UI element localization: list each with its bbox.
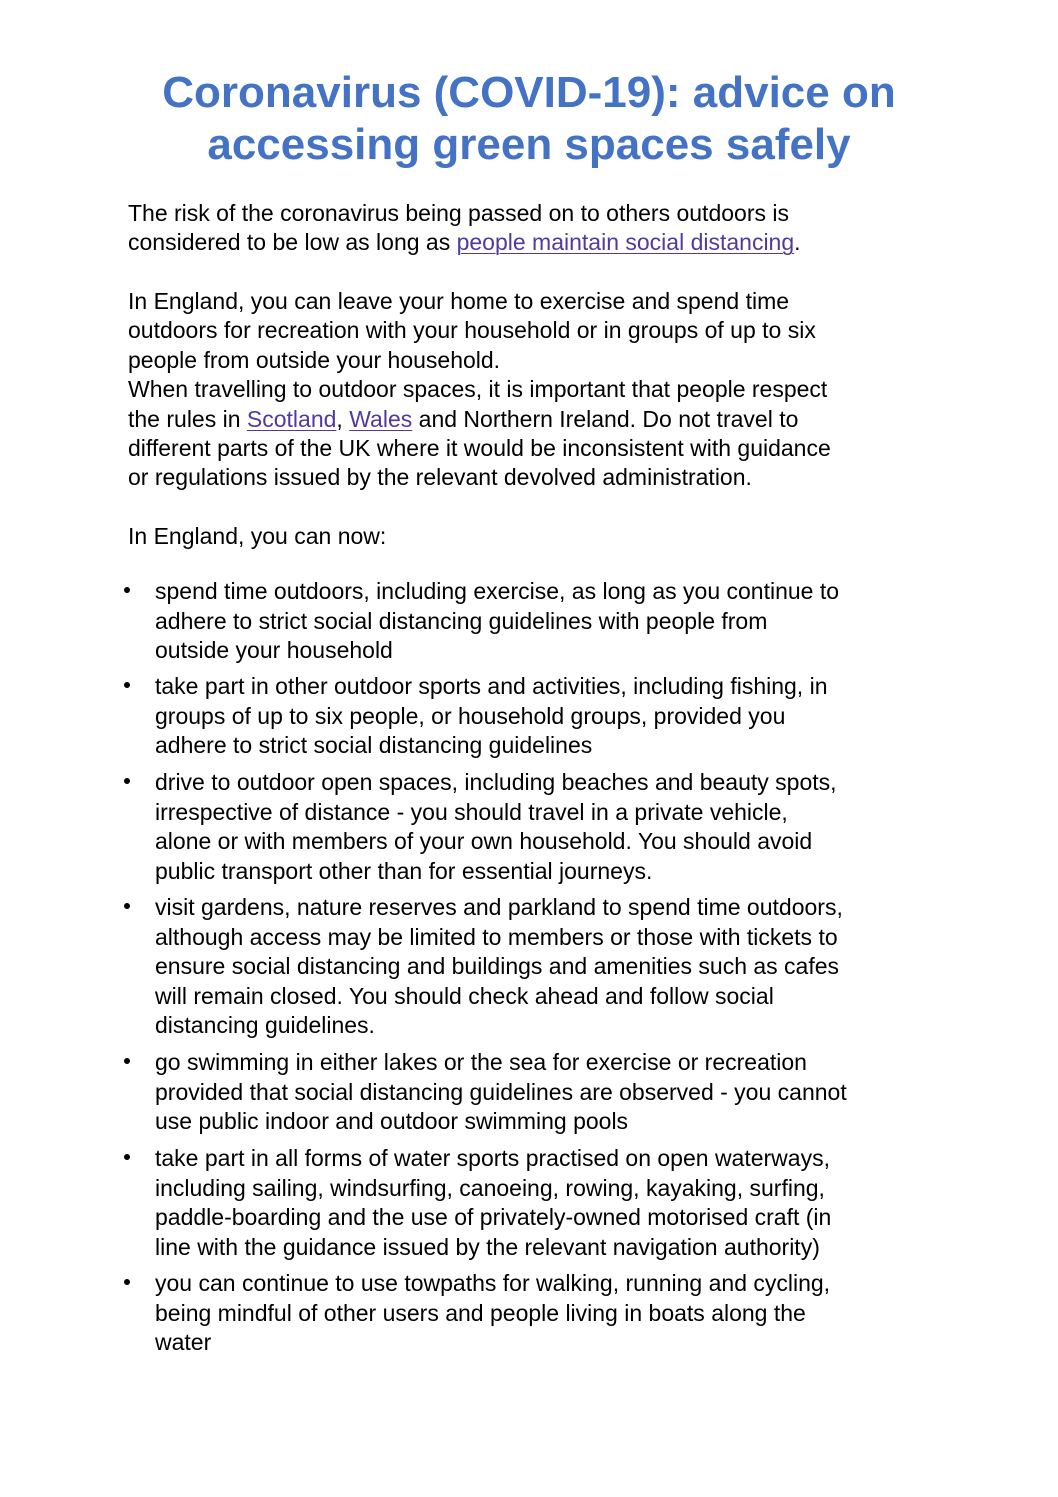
intro-text-end: . <box>794 229 801 256</box>
bullet-dot-icon <box>124 1058 130 1064</box>
list-item <box>155 1269 945 1358</box>
bullet-dot-icon <box>124 903 130 909</box>
list-item <box>155 672 945 761</box>
england-rules-text-end: and Northern Ireland. Do not travel to different parts of the UK where it would be inconsistent with guidance or regulations issued by the relevant devolved administration. <box>128 405 831 491</box>
social-distancing-link[interactable]: people maintain social distancing <box>456 229 795 256</box>
list-item-text: go swimming in either lakes or the sea for exercise or recreation provided that social distancing guidelines are observed - you cannot use public indoor and outdoor swimming pools <box>155 1049 847 1135</box>
england-rules-paragraph <box>128 287 928 493</box>
comma-separator: , <box>336 405 350 432</box>
list-item-text: spend time outdoors, including exercise, as long as you continue to adhere to strict social distancing guidelines with people from outside your household <box>155 578 840 664</box>
bullet-dot-icon <box>124 1154 130 1160</box>
list-item <box>155 1144 945 1262</box>
bullet-dot-icon <box>124 587 130 593</box>
bullet-dot-icon <box>124 778 130 784</box>
list-item-text: visit gardens, nature reserves and parkland to spend time outdoors, although access may be limited to members or those with tickets to ensure social distancing and buildings and amenities such as cafes will remain closed. You should check ahead and follow social distancing guidelines. <box>155 894 843 1039</box>
bullet-dot-icon <box>124 682 130 688</box>
england-rules-text: In England, you can leave your home to exercise and spend time outdoors for recreation with your household or in groups of up to six people from outside your household. When travelling to outdoor spaces, it is important that people respect the rules in <box>128 288 828 432</box>
list-item <box>155 1048 945 1137</box>
list-item <box>155 893 945 1041</box>
intro-paragraph <box>128 199 928 258</box>
scotland-link[interactable]: Scotland <box>246 405 337 432</box>
can-now-heading: In England, you can now: <box>128 523 387 549</box>
list-item-text: drive to outdoor open spaces, including beaches and beauty spots, irrespective of distance - you should travel in a private vehicle, alone or with members of your own household. You should avoid public transport other than for essential journeys. <box>155 769 837 884</box>
list-item <box>155 577 945 666</box>
list-item-text: take part in all forms of water sports practised on open waterways, including sailing, windsurfing, canoeing, rowing, kayaking, surfing, paddle-boarding and the use of privately-owned motorised craft (in line with the guidance issued by the relevant navigation authority) <box>155 1145 832 1260</box>
list-item-text: take part in other outdoor sports and activities, including fishing, in groups of up to six people, or household groups, provided you adhere to strict social distancing guidelines <box>155 673 828 759</box>
list-item-text: you can continue to use towpaths for walking, running and cycling, being mindful of other users and people living in boats along the water <box>155 1270 831 1356</box>
page-title: Coronavirus (COVID-19): advice on accessing green spaces safely <box>162 68 896 169</box>
intro-text: The risk of the coronavirus being passed on to others outdoors is considered to be low as long as <box>128 200 789 256</box>
bullet-dot-icon <box>124 1279 130 1285</box>
list-item <box>155 768 945 886</box>
wales-link[interactable]: Wales <box>349 405 413 432</box>
